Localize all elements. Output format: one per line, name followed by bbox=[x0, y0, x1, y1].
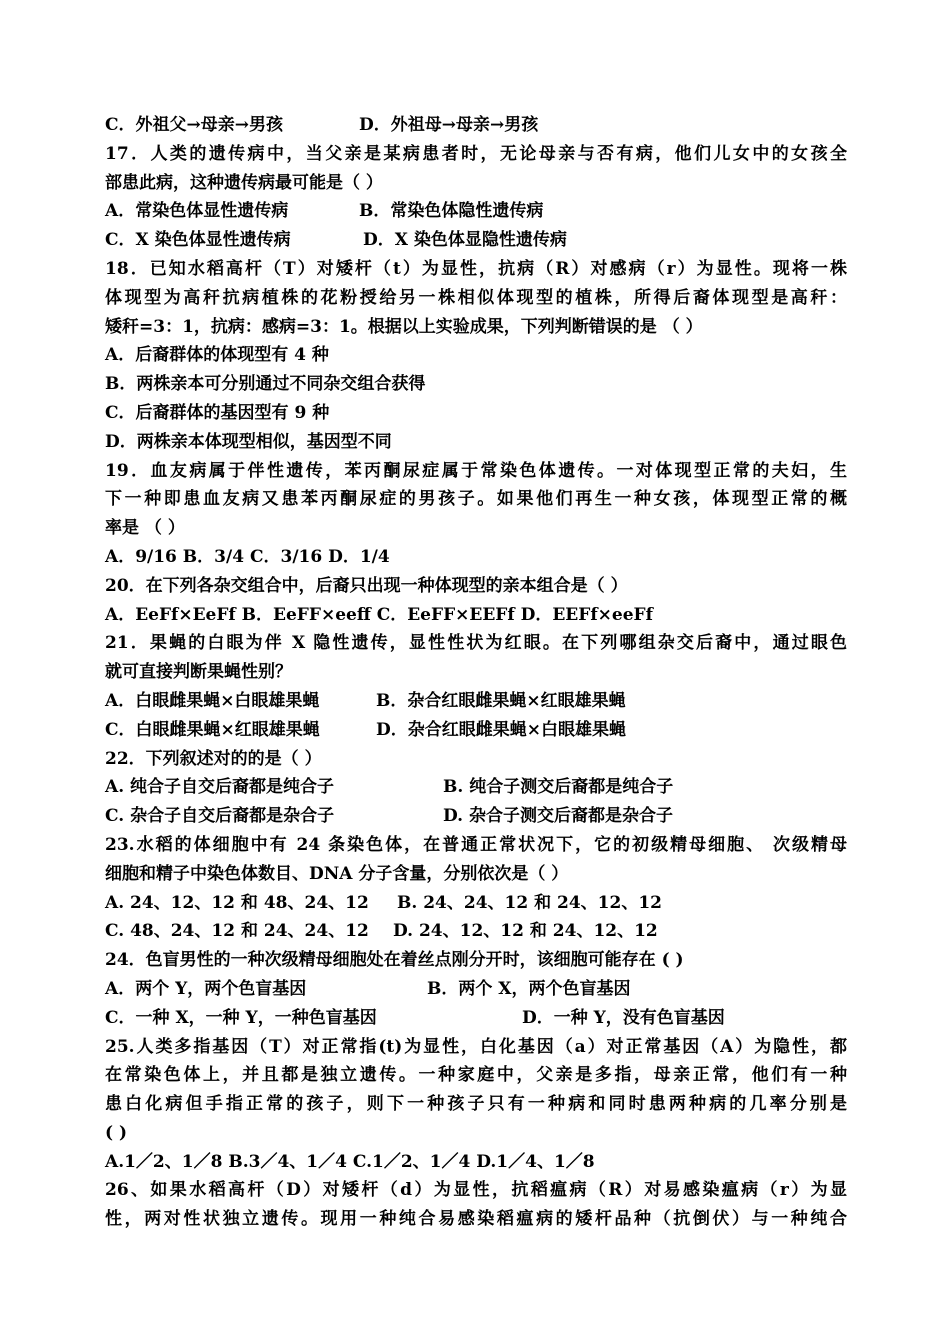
text-line: C．后裔群体的基因型有 9 种 bbox=[105, 402, 330, 423]
text-line: B．两株亲本可分别通过不同杂交组合获得 bbox=[105, 374, 426, 395]
text-line: 率是 （ ） bbox=[105, 518, 185, 539]
option-left: C．X 染色体显性遗传病 bbox=[105, 230, 291, 251]
text-line: 23.水稻的体细胞中有 24 条染色体，在普通正常状况下，它的初级精母细胞、 次级精母 bbox=[105, 834, 847, 855]
text-line: A．9/16 B．3/4 C．3/16 D．1/4 bbox=[105, 546, 390, 567]
text-line: 下一种即患血友病又患苯丙酮尿症的男孩子。如果他们再生一种女孩，体现型正常的概 bbox=[105, 489, 847, 510]
option-left: C．一种 X，一种 Y，一种色盲基因 bbox=[105, 1007, 377, 1028]
text-line bbox=[105, 687, 847, 716]
option-left: C．白眼雌果蝇×红眼雄果蝇 bbox=[105, 719, 320, 740]
text-line bbox=[105, 917, 847, 946]
text-line: 22．下列叙述对的的是（ ） bbox=[105, 748, 322, 769]
text-line: 25.人类多指基因（T）对正常指(t)为显性，白化基因（a）对正常基因（A）为隐性，都 bbox=[105, 1036, 847, 1057]
option-left: C. 杂合子自交后裔都是杂合子 bbox=[105, 806, 335, 827]
option-right: D. 杂合子测交后裔都是杂合子 bbox=[443, 806, 673, 827]
text-line: 20．在下列各杂交组合中，后裔只出现一种体现型的亲本组合是（ ） bbox=[105, 575, 628, 596]
text-line bbox=[105, 802, 847, 831]
text-line: A.1／2、1／8 B.3／4、1／4 C.1／2、1／4 D.1／4、1／8 bbox=[105, 1151, 595, 1172]
text-line: A．后裔群体的体现型有 4 种 bbox=[105, 345, 329, 366]
option-right: D．X 染色体显隐性遗传病 bbox=[363, 230, 567, 251]
option-right: B．常染色体隐性遗传病 bbox=[359, 201, 544, 222]
text-line: 矮秆=3：1，抗病：感病=3：1。根据以上实验成果，下列判断错误的是 （ ） bbox=[105, 316, 703, 337]
option-right: B．两个 X，两个色盲基因 bbox=[427, 978, 631, 999]
text-line: 体现型为高秆抗病植株的花粉授给另一株相似体现型的植株，所得后裔体现型是高秆： bbox=[105, 287, 847, 308]
option-left: C. 48、24、12 和 24、24、12 bbox=[105, 921, 369, 942]
option-right: D．一种 Y，没有色盲基因 bbox=[522, 1007, 725, 1028]
text-line bbox=[105, 889, 847, 918]
text-line bbox=[105, 226, 847, 255]
text-line bbox=[105, 1004, 847, 1033]
option-left: A．两个 Y，两个色盲基因 bbox=[105, 978, 307, 999]
text-line: 就可直接判断果蝇性别？ bbox=[105, 662, 292, 683]
option-right: B. 24、24、12 和 24、12、12 bbox=[397, 892, 662, 913]
text-line bbox=[105, 773, 847, 802]
text-line bbox=[105, 716, 847, 745]
text-line: 17．人类的遗传病中，当父亲是某病患者时，无论母亲与否有病，他们儿女中的女孩全 bbox=[105, 143, 847, 164]
text-line: 患白化病但手指正常的孩子，则下一种孩子只有一种病和同时患两种病的几率分别是 bbox=[105, 1094, 847, 1115]
option-left: A. 纯合子自交后裔都是纯合子 bbox=[105, 777, 335, 798]
text-line: 细胞和精子中染色体数目、DNA 分子含量，分别依次是（ ） bbox=[105, 863, 569, 884]
text-line bbox=[105, 975, 847, 1004]
text-line: 18．已知水稻高杆（T）对矮杆（t）为显性，抗病（R）对感病（r）为显性。现将一株 bbox=[105, 258, 847, 279]
option-right: D. 24、12、12 和 24、12、12 bbox=[393, 921, 658, 942]
option-left: A. 24、12、12 和 48、24、12 bbox=[105, 892, 369, 913]
text-line: 部患此病，这种遗传病最可能是（ ） bbox=[105, 172, 383, 193]
text-line: D．两株亲本体现型相似，基因型不同 bbox=[105, 431, 392, 452]
option-right: B．杂合红眼雌果蝇×红眼雄果蝇 bbox=[376, 690, 626, 711]
text-line: 19．血友病属于伴性遗传，苯丙酮尿症属于常染色体遗传。一对体现型正常的夫妇，生 bbox=[105, 460, 847, 481]
text-line: ( ) bbox=[105, 1122, 128, 1143]
text-line: 26、如果水稻高杆（D）对矮杆（d）为显性，抗稻瘟病（R）对易感染瘟病（r）为显 bbox=[105, 1180, 847, 1201]
option-right: D．杂合红眼雌果蝇×白眼雄果蝇 bbox=[376, 719, 626, 740]
option-left: A．常染色体显性遗传病 bbox=[105, 201, 289, 222]
option-left: A．白眼雌果蝇×白眼雄果蝇 bbox=[105, 690, 320, 711]
text-line bbox=[105, 111, 847, 140]
text-line: 24．色盲男性的一种次级精母细胞处在着丝点刚分开时，该细胞可能存在 ( ) bbox=[105, 950, 684, 971]
text-line: 在常染色体上，并且都是独立遗传。一种家庭中，父亲是多指，母亲正常，他们有一种 bbox=[105, 1065, 847, 1086]
document-page bbox=[105, 111, 847, 1234]
text-line: 21．果蝇的白眼为伴 X 隐性遗传，显性性状为红眼。在下列哪组杂交后裔中，通过眼色 bbox=[105, 633, 847, 654]
option-right: B. 纯合子测交后裔都是纯合子 bbox=[443, 777, 674, 798]
text-line: A．EeFf×EeFf B．EeFF×eeff C．EeFF×EEFf D．EEFf×eeFf bbox=[105, 604, 653, 625]
option-right: D．外祖母→母亲→男孩 bbox=[359, 115, 539, 135]
text-line bbox=[105, 197, 847, 226]
option-left: C．外祖父→母亲→男孩 bbox=[105, 115, 284, 135]
text-line: 性，两对性状独立遗传。现用一种纯合易感染稻瘟病的矮杆品种（抗倒伏）与一种纯合 bbox=[105, 1209, 847, 1230]
